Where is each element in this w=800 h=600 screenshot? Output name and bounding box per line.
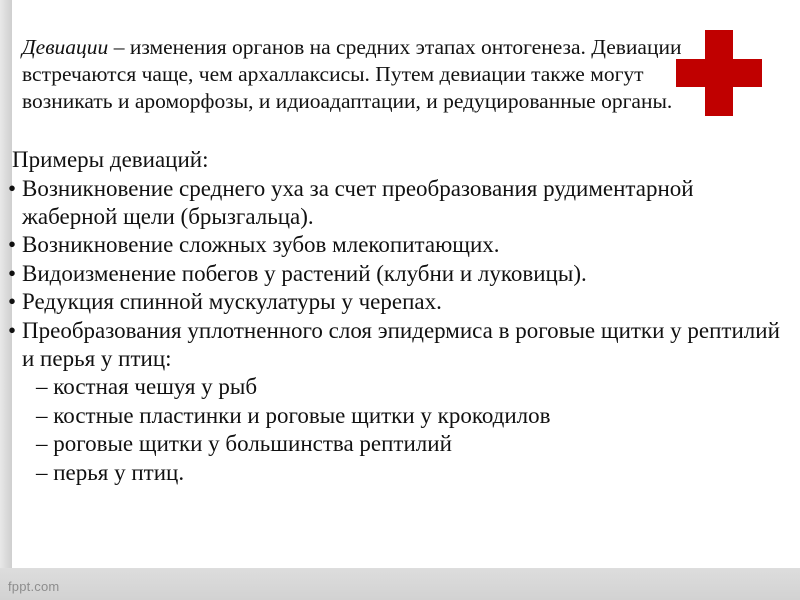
bullet-marker: • <box>8 175 17 201</box>
sub-item: – роговые щитки у большинства рептилий <box>36 431 452 457</box>
intro-paragraph <box>22 34 682 115</box>
red-cross-icon <box>676 30 762 116</box>
bullet-marker: • <box>8 289 17 315</box>
footer-watermark: fppt.com <box>8 579 60 594</box>
list-item <box>6 288 792 316</box>
bullet-marker: • <box>8 317 17 343</box>
intro-term: Девиации <box>22 34 109 59</box>
list-item-text: Видоизменение побегов у растений (клубни и луковицы). <box>22 260 587 286</box>
bullet-marker: • <box>8 260 17 286</box>
bullet-marker: • <box>8 232 17 258</box>
list-item-text: Возникновение сложных зубов млекопитающих. <box>22 232 500 258</box>
list-item-text: Редукция спинной мускулатуры у черепах. <box>22 289 442 315</box>
list-item <box>6 175 792 232</box>
list-item-text: Преобразования уплотненного слоя эпидермиса в роговые щитки у рептилий и перья у птиц: <box>22 317 780 371</box>
sub-item: – перья у птиц. <box>36 459 185 485</box>
list-item <box>6 260 792 288</box>
examples-title: Примеры девиаций: <box>12 147 209 172</box>
bottom-decorative-band <box>0 568 800 600</box>
examples-list <box>6 175 792 374</box>
list-item <box>6 231 792 259</box>
sub-item: – костные пластинки и роговые щитки у крокодилов <box>36 402 551 428</box>
list-item-text: Возникновение среднего уха за счет преобразования рудиментарной жаберной щели (брызгальца). <box>22 175 694 229</box>
intro-text: – изменения органов на средних этапах онтогенеза. Девиации встречаются чаще, чем архаллаксисы. Путем девиации также могут возникать и ароморфозы, и идиоадаптации, и редуцированные органы. <box>22 34 682 113</box>
red-cross-vertical-bar <box>705 30 733 116</box>
sub-item: – костная чешуя у рыб <box>36 374 258 400</box>
list-item <box>6 317 792 374</box>
examples-block <box>6 146 792 487</box>
